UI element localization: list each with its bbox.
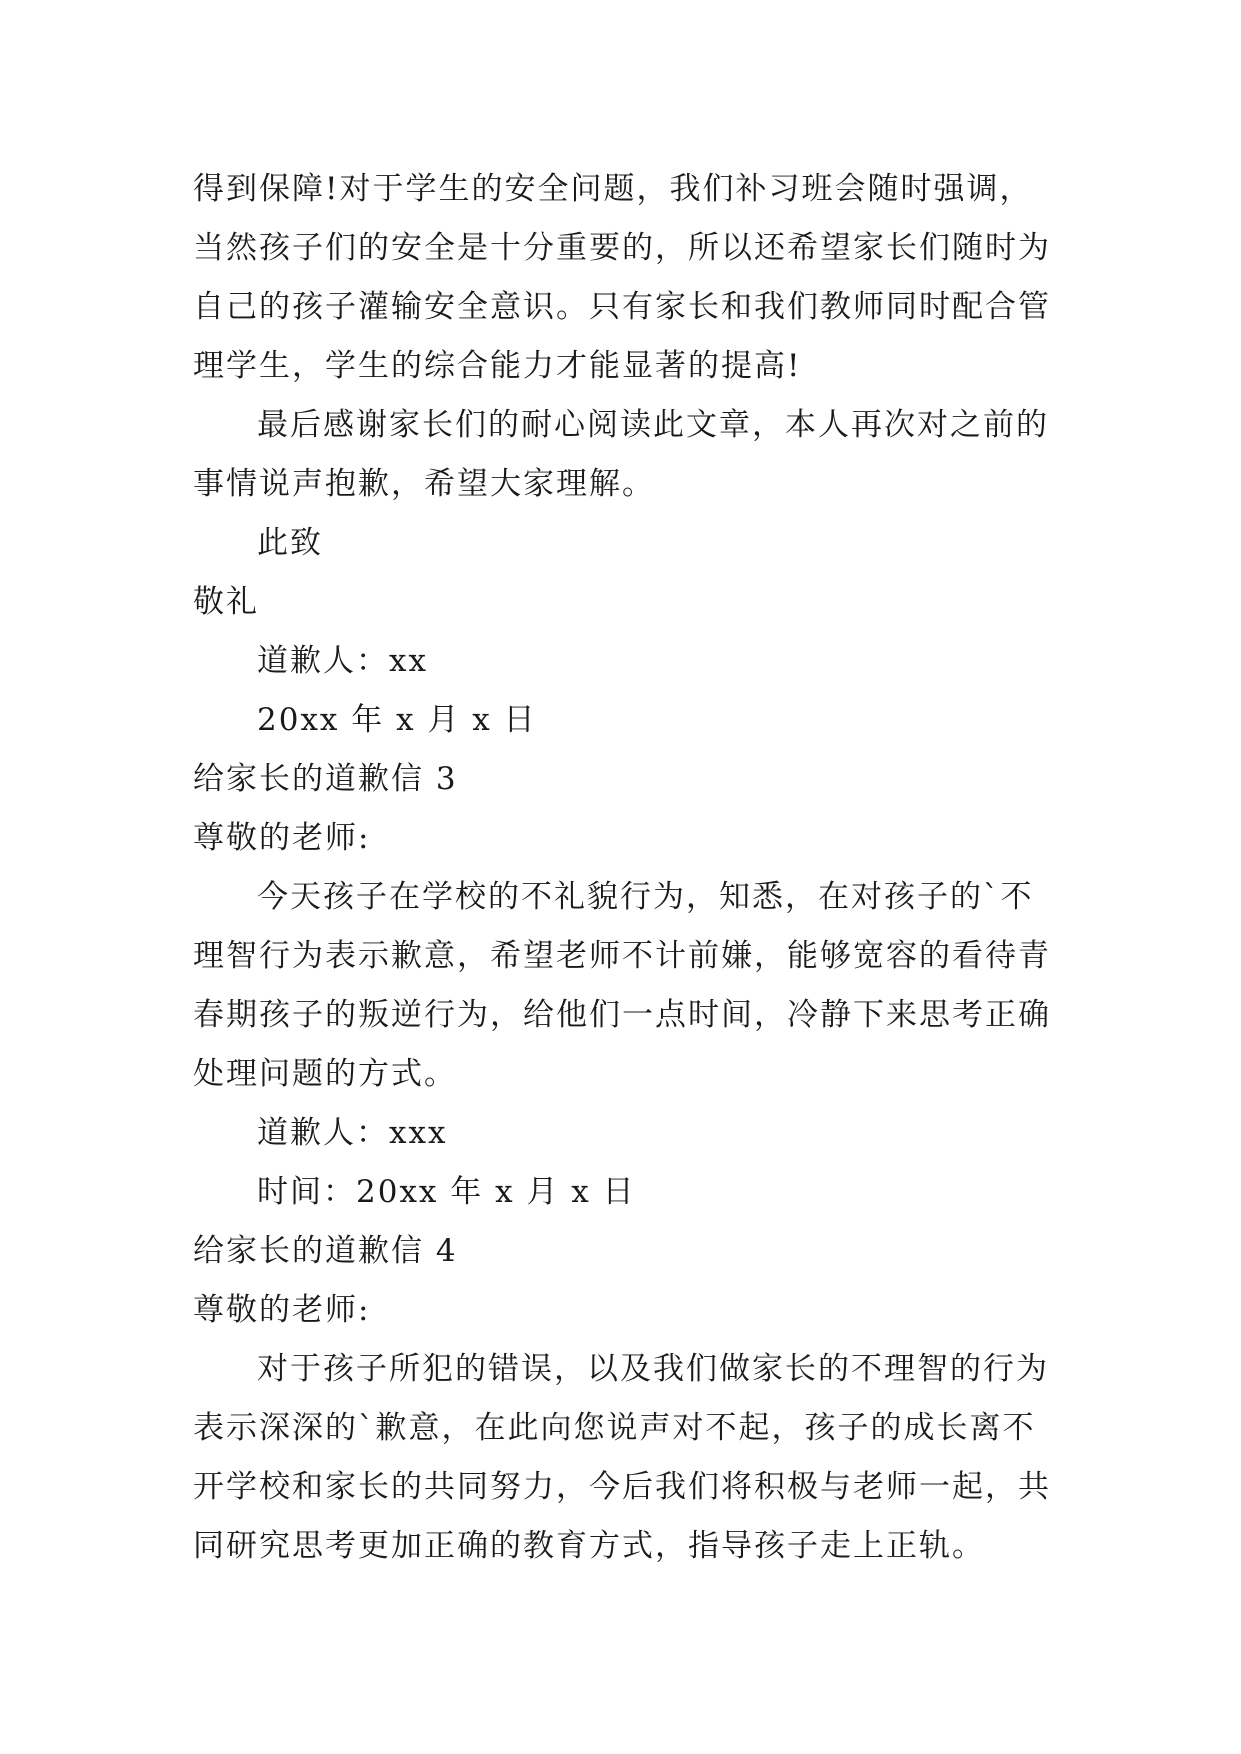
letter-salutation-4: 尊敬的老师:: [193, 1292, 371, 1328]
text-line: 春期孩子的叛逆行为，给他们一点时间，冷静下来思考正确: [193, 997, 1051, 1033]
text-line: 同研究思考更加正确的教育方式，指导孩子走上正轨。: [193, 1528, 985, 1564]
signer-name: 道歉人：xx: [257, 643, 428, 679]
document-body: [193, 160, 1058, 1576]
text-line: 最后感谢家长们的耐心阅读此文章，本人再次对之前的: [257, 407, 1049, 443]
text-line: 事情说声抱歉，希望大家理解。: [193, 466, 655, 502]
text-line: 开学校和家长的共同努力，今后我们将积极与老师一起，共: [193, 1469, 1051, 1505]
text-line: 当然孩子们的安全是十分重要的，所以还希望家长们随时为: [193, 230, 1051, 266]
text-line: 理学生，学生的综合能力才能显著的提高!: [193, 348, 802, 384]
letter-title-4: 给家长的道歉信 4: [193, 1233, 458, 1269]
letter-date: 20xx 年 x 月 x 日: [257, 702, 537, 738]
text-line: 理智行为表示歉意，希望老师不计前嫌，能够宽容的看待青: [193, 938, 1051, 974]
text-line: 表示深深的`歉意，在此向您说声对不起，孩子的成长离不: [193, 1410, 1036, 1446]
paragraph-thanks: [193, 396, 1058, 514]
text-line: 今天孩子在学校的不礼貌行为，知悉，在对孩子的`不: [257, 879, 1034, 915]
signer-name-3: 道歉人：xxx: [257, 1115, 448, 1151]
closing-greeting: 此致: [257, 525, 323, 561]
letter-salutation-3: 尊敬的老师:: [193, 820, 371, 856]
letter-title-3: 给家长的道歉信 3: [193, 761, 458, 797]
letter-body-4: [193, 1340, 1058, 1576]
text-line: 处理问题的方式。: [193, 1056, 457, 1092]
text-line: 对于孩子所犯的错误，以及我们做家长的不理智的行为: [257, 1351, 1049, 1387]
letter-date-3: 时间：20xx 年 x 月 x 日: [257, 1174, 636, 1210]
text-line: 得到保障!对于学生的安全问题，我们补习班会随时强调，: [193, 171, 1033, 207]
letter-body-3: [193, 868, 1058, 1104]
paragraph-safety: [193, 160, 1058, 396]
closing-salute: 敬礼: [193, 584, 259, 620]
text-line: 自己的孩子灌输安全意识。只有家长和我们教师同时配合管: [193, 289, 1051, 325]
